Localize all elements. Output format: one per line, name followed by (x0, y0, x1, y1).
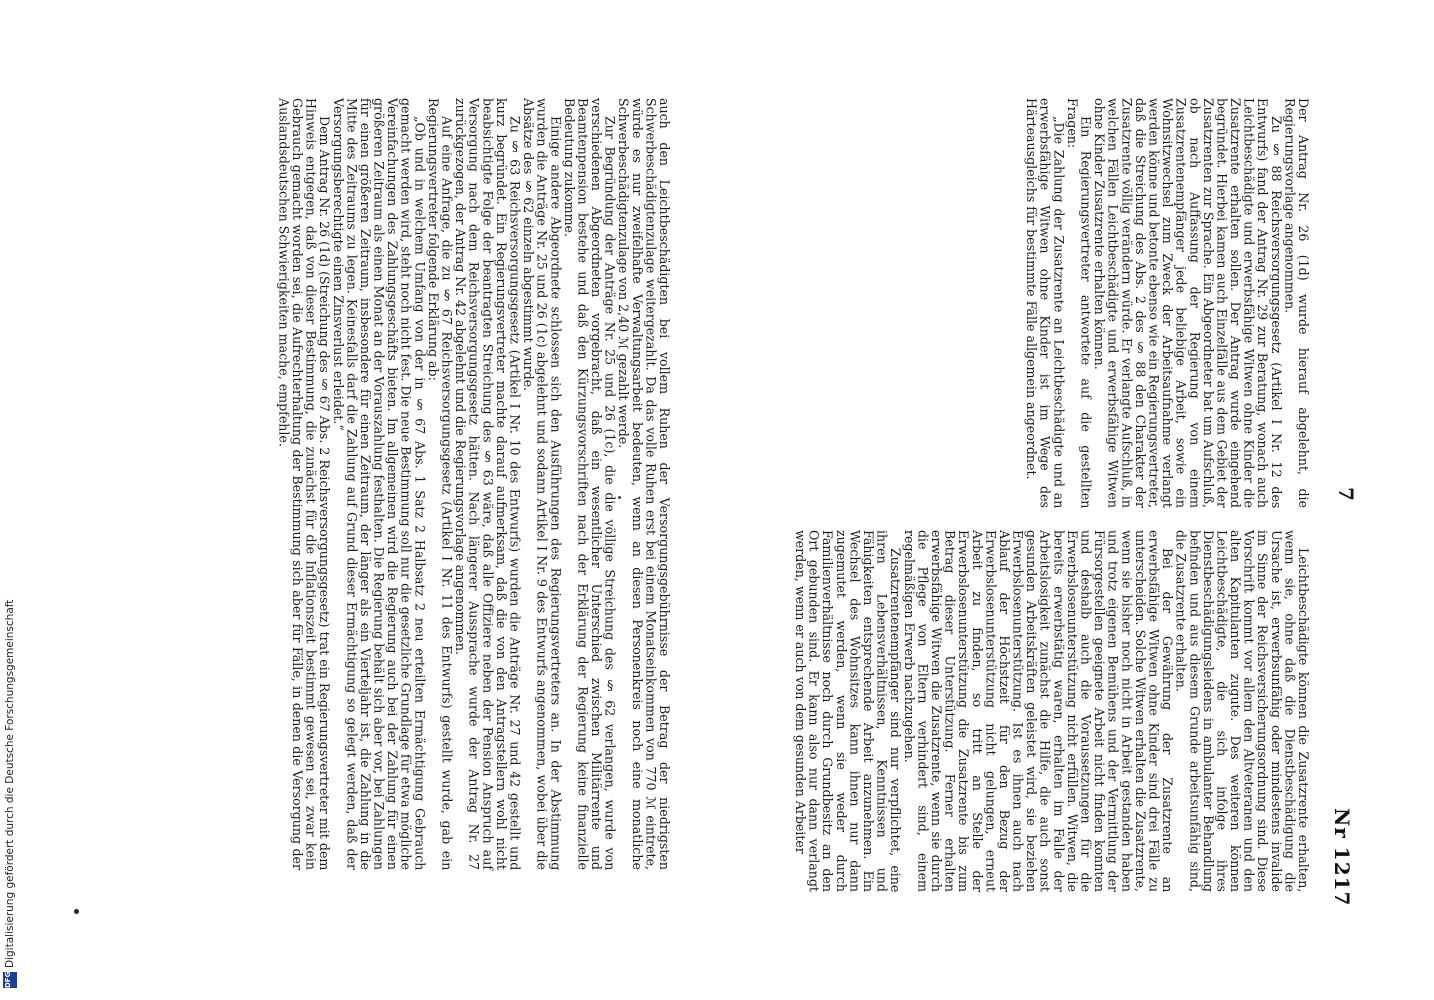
paragraph: Zu § 63 Reichsversorgungsgesetz (Artikel I Nr. 10 des Entwurfs) wurden die Anträge Nr. 27 und 42 gestellt und kurz begründet. Ein Regierungsvertreter machte darauf aufmerksam, daß die von den Antragstellern wohl nicht beabsichtigte Folge der beantragten Streichung des § 63 wäre, daß alle Offiziere neben der Pension Anspruch auf Versorgung nach dem Reichsversorgungsgesetz hätten. Nach längerer Aussprache wurde der Antrag Nr. 27 zurückgezogen, der Antrag Nr. 42 abgelehnt und die Regierungsvorlage angenommen. (453, 98, 523, 870)
dfg-logo-icon: DFG (3, 972, 17, 988)
right-column (883, 98, 1310, 508)
paragraph: Bei der Gewährung der Zusatzrente an erwerbsfähige Witwen ohne Kinder sind drei Fälle zu unterscheiden. Solche Witwen erhalten die Zusatzrente, wenn sie bisher noch nicht in Arbeit gestanden haben und trotz eigenen Bemühens und der Vermittlung der Fürsorgestellen geeignete Arbeit nicht finden konnten und deshalb auch die Voraussetzungen für die Erwerbslosenunterstützung nicht erfüllen. Witwen, die bereits erwerbstätig waren, erhalten im Falle der Arbeitslosigkeit zunächst die Hilfe, die auch sonst gesunden Arbeitskräften geleistet wird, sie beziehen Erwerbslosenunterstützung. Ist es ihnen auch nach Ablauf der Höchstzeit für den Bezug der Erwerbslosenunterstützung nicht gelungen, erneut Arbeit zu finden, so tritt an Stelle der Erwerbslosenunterstützung die Zusatzrente bis zum Betrag dieser Unterstützung. Ferner erhalten erwerbsfähige Witwen die Zusatzrente, wenn sie durch die Pflege von Eltern verhindert sind, einem regelmäßigen Erwerb nachzugehen. (901, 530, 1176, 892)
paragraph: Ein Regierungsvertreter antwortete auf die gestellten Fragen: (1064, 98, 1094, 508)
digitization-footer (2, 599, 18, 988)
paragraph: Auf eine Anfrage, die zu § 67 Reichsversorgungsgesetz (Artikel I Nr. 11 des Entwurfs) gestellt wurde, gab ein Regierungsvertreter folgende Erklärung ab: (425, 98, 455, 870)
right-column-lower (793, 530, 1311, 892)
paragraph: „Die Zahlung der Zusatzrente an Leichtbeschädigte und an erwerbsfähige Witwen ohne Kinder ist im Wege des Härteausgleichs für bestimmte Fälle allgemein angeordnet. (1024, 98, 1067, 508)
paragraph: Zusatzrentenempfänger sind nur verpflichtet, eine ihren Lebensverhältnissen, Kenntnissen und Fähigkeiten entsprechende Arbeit anzunehmen. Ein Wechsel des Wohnsitzes kann ihnen nur dann zugemutet werden, wenn sie weder durch Familienverhältnisse noch durch Grundbesitz an den Ort gebunden sind. Er kann also nur dann verlangt werden, wenn er auch von dem gesunden Arbeiter (793, 530, 904, 892)
paragraph: Zur Begründung der Anträge Nr. 25 und 26 (1c), die die völlige Streichung des § 62 verlangen, wurde von verschiedenen Abgeordneten vorgebracht, daß ein wesentlicher Unterschied zwischen Militärrente und Beamtenpension bestehe und daß den Kürzungsvorschriften nach der Erklärung der Regierung keine finanzielle Bedeutung zukomme. (561, 98, 618, 870)
paragraph: auch den Leichtbeschädigten bei vollem Ruhen der Versorgungsgebührnisse der Betrag der niedrigsten Schwerbeschädigtenzulage weitergezahlt. Da das volle Ruhen erst bei einem Monatseinkommen von 770 ℳ eintrete, würde es nur zweifelhafte Verwaltungsarbeit bedeuten, wenn an diesen Personenkreis noch eine monatliche Schwerbeschädigtenzulage von 2,40 ℳ gezahlt werde. (616, 98, 672, 870)
paragraph: Dem Antrag Nr. 26 (1d) (Streichung des § 67 Abs. 2 Reichsversorgungsgesetz) trat ein Regierungsvertreter mit dem Hinweis entgegen, daß von dieser Bestimmung, die zunächst für die Inflationszeit bestimmt gewesen sei, zwar kein Gebrauch gemacht worden sei, die Aufrechterhaltung der Bestimmung sich aber für Fälle, in denen die Versorgung der Auslandsdeutschen Schwierigkeiten mache, empfehle. (276, 98, 333, 870)
paragraph: „Ob und in welchem Umfang von der in § 67 Abs. 1 Satz 2 Halbsatz 2 neu erteilten Ermächtigung Gebrauch gemacht werden wird, steht noch nicht fest. Die neue Bestimmung soll nur die gesetzliche Grundlage für etwa mögliche Vereinfachungen des Zahlungsgeschäfts bieten. Im allgemeinen wird die Regierung auch bei der Zahlung für einen größeren Zeitraum als einen Monat an der Vorauszahlung festhalten. Die Regierung behält sich aber vor, bei Zahlungen für einen größeren Zeitraum, insbesondere für einen Zeitraum, der länger als ein Vierteljahr ist, die Zahlung in die Mitte des Zeitraums zu legen. Keinesfalls darf die Zahlung auf Grund dieser Ermächtigung so gelegt werden, daß der Versorgungsberechtigte einen Zinsverlust erleidet.“ (330, 98, 428, 870)
footer-text: Digitalisierung gefördert durch die Deutsche Forschungsgemeinschaft (4, 599, 16, 968)
left-column (158, 98, 671, 870)
paragraph: Einige andere Abgeordnete schlossen sich den Ausführungen des Regierungsvertreters an. In der Abstimmung wurden die Anträge Nr. 25 und 26 (1c) abgelehnt und sodann Artikel I Nr. 9 des Entwurfs angenommen, wobei über die Absätze des § 62 einzeln abgestimmt wurde. (521, 98, 564, 870)
paragraph: Leichtbeschädigte können die Zusatzrente erhalten, wenn sie, ohne daß die Dienstbeschädigung die Ursache ist, erwerbsunfähig oder mindestens invalide im Sinne der Reichsversicherungsordnung sind. Diese Vorschrift kommt vor allem den Altveteranen und den alten Kapitulanten zugute. Des weiteren können Leichtbeschädigte, die sich infolge ihres Dienstbeschädigungsleidens in ambulanter Behandlung befinden und aus diesem Grunde arbeitsunfähig sind, die Zusatzrente erhalten. (1173, 530, 1311, 892)
paragraph: Der Antrag Nr. 26 (1d) wurde hierauf abgelehnt, die Regierungsvorlage angenommen. (1282, 98, 1311, 508)
issue-number: Nr 1217 (1330, 808, 1354, 907)
paragraph: Zu § 88 Reichsversorgungsgesetz (Artikel I Nr. 12 des Entwurfs) fand der Antrag Nr. 29 zur Beratung, wonach auch Leichtbeschädigte und erwerbsfähige Witwen ohne Kinder die Zusatzrente erhalten sollen. Der Antrag wurde eingehend begründet. Hierbei kamen auch Einzelfälle aus dem Gebiet der Zusatzrenten zur Sprache. Ein Abgeordneter bat um Aufschluß, ob nach Auffassung der Regierung von einem Zusatzrentenempfänger jede beliebige Arbeit, sowie ein Wohnsitzwechsel zum Zweck der Arbeitsaufnahme verlangt werden könne und betonte ebenso wie ein Regierungsvertreter, daß die Streichung des Abs. 2 des § 88 den Charakter der Zusatzrente völlig verändern würde. Er verlangte Aufschluß, in welchen Fällen Leichtbeschädigte und erwerbsfähige Witwen ohne Kinder Zusatzrente erhalten können. (1092, 98, 1284, 508)
page-number: 7 (1334, 487, 1358, 501)
margin-mark (74, 909, 79, 914)
margin-mark (618, 496, 621, 499)
